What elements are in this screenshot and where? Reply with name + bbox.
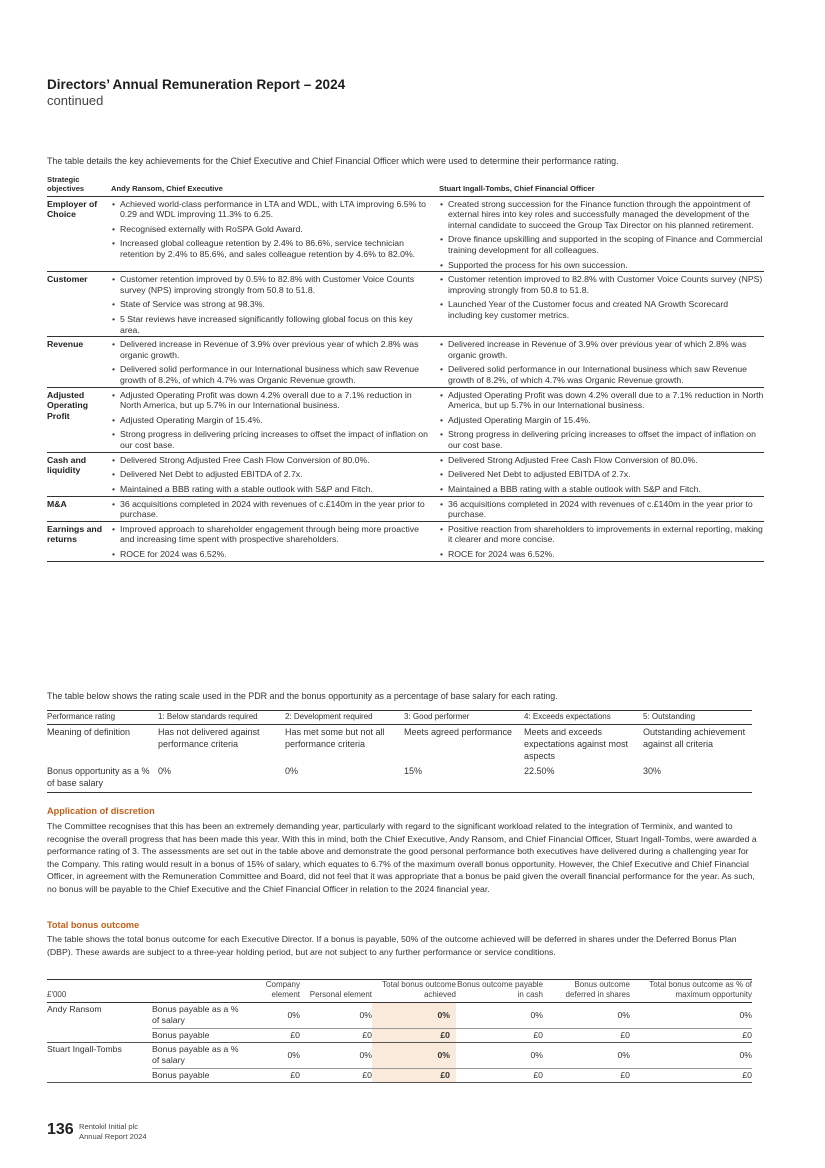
achievements-intro: The table details the key achievements for the Chief Executive and Chief Financial Officer which were used to determine their performance rating. — [47, 156, 619, 166]
cfo-achievements — [439, 452, 764, 496]
bonus-value-cell: 0% — [248, 1003, 300, 1029]
achievement-row — [47, 272, 764, 337]
achievement-row — [47, 196, 764, 272]
bonus-value-cell: £0 — [248, 1068, 300, 1082]
ceo-achievement-item: • Delivered Strong Adjusted Free Cash Flow Conversion of 80.0%. — [111, 455, 433, 466]
rating-meaning-cell: Meaning of definition — [47, 727, 131, 738]
ceo-achievements — [111, 496, 439, 521]
rating-header-cell: 5: Outstanding — [643, 711, 752, 725]
cfo-achievement-item: • Supported the process for his own succession. — [439, 260, 764, 271]
bonus-value-cell: 0% — [456, 1042, 543, 1068]
achievements-table — [47, 175, 764, 562]
rating-meaning-cell: Has not delivered against performance criteria — [158, 727, 260, 750]
cfo-achievements — [439, 521, 764, 561]
ceo-achievement-item: • Maintained a BBB rating with a stable outlook with S&P and Fitch. — [111, 484, 433, 495]
bonus-value-cell: 0% — [372, 1042, 456, 1068]
cfo-achievements — [439, 337, 764, 387]
cfo-achievement-item: • ROCE for 2024 was 6.52%. — [439, 549, 764, 560]
bonus-value-cell: 0% — [543, 1042, 630, 1068]
bonus-value-cell: £0 — [456, 1028, 543, 1042]
cfo-achievement-item: • Delivered solid performance in our International business which saw Revenue growth of 8.2%, of which 4.7% was Organic Revenue growth. — [439, 364, 764, 385]
achievement-row — [47, 387, 764, 452]
bonus-column-header: Company element — [248, 980, 300, 1003]
bonus-value-cell: £0 — [456, 1068, 543, 1082]
achievement-row — [47, 496, 764, 521]
bonus-value-cell: £0 — [372, 1028, 456, 1042]
cfo-achievement-item: • Strong progress in delivering pricing increases to offset the impact of inflation on our cost base. — [439, 429, 764, 450]
bonus-unit-header: £'000 — [47, 980, 152, 1003]
rating-bonus-cell: 0% — [158, 764, 285, 792]
ceo-achievement-item: • Strong progress in delivering pricing increases to offset the impact of inflation on our cost base. — [111, 429, 433, 450]
bonus-value-cell: 0% — [300, 1042, 372, 1068]
bonus-value-cell: £0 — [630, 1068, 752, 1082]
ceo-achievement-item: • 5 Star reviews have increased significantly following global focus on this key area. — [111, 314, 433, 335]
director-name: Stuart Ingall-Tombs — [47, 1042, 152, 1082]
ceo-achievement-item: • Delivered Net Debt to adjusted EBITDA of 2.7x. — [111, 469, 433, 480]
objective-label: Customer — [47, 274, 88, 285]
cfo-achievement-item: • Adjusted Operating Profit was down 4.2% overall due to a 7.1% reduction in North America, but up 5.7% in our International business. — [439, 390, 764, 411]
ceo-achievement-item: • Delivered solid performance in our International business which saw Revenue growth of 8.2%, of which 4.7% was Organic Revenue growth. — [111, 364, 433, 385]
bonus-value-cell: 0% — [248, 1042, 300, 1068]
rating-header-cell: Performance rating — [47, 711, 158, 725]
rating-bonus-cell: 30% — [643, 764, 752, 792]
rating-bonus-cell: 22.50% — [524, 764, 643, 792]
cfo-achievement-item: • Delivered Strong Adjusted Free Cash Flow Conversion of 80.0%. — [439, 455, 764, 466]
bonus-value-cell: 0% — [372, 1003, 456, 1029]
cfo-achievement-item: • Adjusted Operating Margin of 15.4%. — [439, 415, 764, 426]
cfo-achievements — [439, 496, 764, 521]
ceo-achievement-item: • Delivered increase in Revenue of 3.9% over previous year of which 2.8% was organic growth. — [111, 339, 433, 360]
cfo-achievements — [439, 272, 764, 337]
ceo-achievements — [111, 272, 439, 337]
bonus-value-cell: 0% — [300, 1003, 372, 1029]
ceo-achievement-item: • Achieved world-class performance in LTA and WDL, with LTA improving 6.5% to 0.29 and WDL improving 11.3% to 6.25. — [111, 199, 433, 220]
bonus-row — [47, 1042, 752, 1068]
rating-header-cell: 4: Exceeds expectations — [524, 711, 643, 725]
cfo-achievement-item: • Delivered Net Debt to adjusted EBITDA of 2.7x. — [439, 469, 764, 480]
footer-report: Annual Report 2024 — [79, 1131, 147, 1141]
ceo-achievement-item: • ROCE for 2024 was 6.52%. — [111, 549, 433, 560]
cfo-achievement-item: • Customer retention improved to 82.8% with Customer Voice Counts survey (NPS) improving strongly from 50.8 to 51.8. — [439, 274, 764, 295]
bonus-row-label: Bonus payable as a % of salary — [152, 1003, 248, 1029]
bonus-column-header: Personal element — [300, 980, 372, 1003]
rating-table — [47, 710, 752, 793]
rating-bonus-cell: 15% — [404, 764, 524, 792]
rating-meaning-cell: Has met some but not all performance criteria — [285, 727, 385, 750]
ceo-achievements — [111, 387, 439, 452]
rating-bonus-cell: Bonus opportunity as a % of base salary — [47, 764, 158, 792]
objective-label: Adjusted Operating Profit — [47, 389, 89, 421]
ceo-achievement-item: • Increased global colleague retention by 2.4% to 86.6%, service technician retention by 2.4% to 85.6%, and sales colleague retention by 4.6% to 82.0%. — [111, 238, 433, 259]
bonus-value-cell: £0 — [543, 1028, 630, 1042]
bonus-value-cell: 0% — [630, 1042, 752, 1068]
page-subtitle: continued — [47, 93, 104, 108]
col-ceo-header: Andy Ransom, Chief Executive — [111, 184, 223, 194]
footer — [79, 1122, 147, 1142]
cfo-achievement-item: • Created strong succession for the Finance function through the appointment of external hires into key roles and successfully managed the development of the internal candidate to succeed the Group Tax Director on his planned retirement. — [439, 199, 764, 231]
ceo-achievement-item: • Adjusted Operating Profit was down 4.2% overall due to a 7.1% reduction in North America, but up 5.7% in our International business. — [111, 390, 433, 411]
director-name: Andy Ransom — [47, 1003, 152, 1043]
bonus-row — [47, 1003, 752, 1029]
col-cfo-header: Stuart Ingall-Tombs, Chief Financial Officer — [439, 184, 595, 194]
cfo-achievement-item: • Maintained a BBB rating with a stable outlook with S&P and Fitch. — [439, 484, 764, 495]
bonus-value-cell: £0 — [543, 1068, 630, 1082]
footer-company: Rentokil Initial plc — [79, 1122, 139, 1131]
ceo-achievement-item: • State of Service was strong at 98.3%. — [111, 299, 433, 310]
bonus-row — [47, 1068, 752, 1082]
objective-label: Revenue — [47, 339, 84, 350]
objective-label: Employer of Choice — [47, 198, 98, 220]
objective-label: M&A — [47, 498, 67, 509]
cfo-achievement-item: • Delivered increase in Revenue of 3.9% over previous year of which 2.8% was organic growth. — [439, 339, 764, 360]
ceo-achievement-item: • 36 acquisitions completed in 2024 with revenues of c.£140m in the year prior to purchase. — [111, 499, 433, 520]
bonus-value-cell: 0% — [456, 1003, 543, 1029]
bonus-value-cell: 0% — [543, 1003, 630, 1029]
ceo-achievements — [111, 521, 439, 561]
col-objectives-header: Strategic objectives — [47, 175, 85, 194]
discretion-text: The Committee recognises that this has been an extremely demanding year, particularly with regard to the significant workload related to the integration of Terminix, and wanted to recognise the overall progress that has been made this year. With this in mind, both the Chief Executive, Andy Ransom, and Chief Financial Officer, Stuart Ingall-Tombs, were awarded a performance rating of 3. The assessments are set out in the table above and demonstrate the good personal performance both executives have delivered during a challenging year for the Company. This rating would result in a bonus of 15% of salary, which equates to 6.7% of the maximum overall bonus opportunity. However, the Chief Executive and Chief Financial Officer, in agreement with the Remuneration Committee and Board, did not feel that it was appropriate that a bonus be paid given the overall financial performance for the year. As such, no bonus will be payable to the Chief Executive and the Chief Financial Officer in relation to the 2024 financial year. — [47, 821, 757, 894]
ceo-achievements — [111, 196, 439, 272]
bonus-column-header: Total bonus outcome achieved — [372, 980, 456, 1003]
bonus-column-header: Bonus outcome deferred in shares — [543, 980, 630, 1003]
rating-intro: The table below shows the rating scale used in the PDR and the bonus opportunity as a percentage of base salary for each rating. — [47, 691, 558, 701]
achievement-row — [47, 452, 764, 496]
bonus-value-cell: £0 — [630, 1028, 752, 1042]
bonus-value-cell: £0 — [300, 1028, 372, 1042]
cfo-achievement-item: • 36 acquisitions completed in 2024 with revenues of c.£140m in the year prior to purchase. — [439, 499, 764, 520]
page-number: 136 — [47, 1121, 74, 1138]
rating-bonus-cell: 0% — [285, 764, 404, 792]
bonus-column-header: Total bonus outcome as % of maximum opportunity — [630, 980, 752, 1003]
rating-meaning-cell: Meets agreed performance — [404, 727, 513, 738]
ceo-achievements — [111, 337, 439, 387]
bonus-column-header: Bonus outcome payable in cash — [456, 980, 543, 1003]
rating-meaning-cell: Meets and exceeds expectations against most aspects — [524, 727, 629, 761]
bonus-value-cell: £0 — [248, 1028, 300, 1042]
bonus-row-label: Bonus payable — [152, 1068, 248, 1082]
bonus-value-cell: £0 — [300, 1068, 372, 1082]
objective-label: Earnings and returns — [47, 523, 103, 545]
achievement-row — [47, 337, 764, 387]
total-bonus-text: The table shows the total bonus outcome for each Executive Director. If a bonus is payable, 50% of the outcome achieved will be deferred in shares under the Deferred Bonus Plan (DBP). These awards are subject to a three-year holding period, but are not subject to any further performance or service conditions. — [47, 934, 737, 957]
cfo-achievement-item: • Drove finance upskilling and supported in the scoping of Finance and Commercial training development for all colleagues. — [439, 234, 764, 255]
total-bonus-heading: Total bonus outcome — [47, 920, 140, 930]
bonus-row-label: Bonus payable as a % of salary — [152, 1042, 248, 1068]
cfo-achievements — [439, 196, 764, 272]
bonus-row-label: Bonus payable — [152, 1028, 248, 1042]
cfo-achievement-item: • Launched Year of the Customer focus and created NA Growth Scorecard including key customer metrics. — [439, 299, 764, 320]
ceo-achievements — [111, 452, 439, 496]
rating-header-cell: 3: Good performer — [404, 711, 524, 725]
cfo-achievements — [439, 387, 764, 452]
ceo-achievement-item: • Improved approach to shareholder engagement through being more proactive and increasing time spent with prospective shareholders. — [111, 524, 433, 545]
rating-header-cell: 1: Below standards required — [158, 711, 285, 725]
page-title: Directors’ Annual Remuneration Report – 2024 — [47, 77, 346, 92]
bonus-value-cell: £0 — [372, 1068, 456, 1082]
objective-label: Cash and liquidity — [47, 454, 87, 476]
bonus-blank-header — [152, 980, 248, 1003]
rating-meaning-cell: Outstanding achievement against all criteria — [643, 727, 746, 750]
bonus-row — [47, 1028, 752, 1042]
rating-header-cell: 2: Development required — [285, 711, 404, 725]
ceo-achievement-item: • Recognised externally with RoSPA Gold Award. — [111, 224, 433, 235]
bonus-value-cell: 0% — [630, 1003, 752, 1029]
bonus-table — [47, 979, 752, 1083]
discretion-heading: Application of discretion — [47, 806, 155, 816]
achievement-row — [47, 521, 764, 561]
ceo-achievement-item: • Adjusted Operating Margin of 15.4%. — [111, 415, 433, 426]
ceo-achievement-item: • Customer retention improved by 0.5% to 82.8% with Customer Voice Counts survey (NPS) improving strongly from 50.8 to 51.8. — [111, 274, 433, 295]
cfo-achievement-item: • Positive reaction from shareholders to improvements in external reporting, making it clearer and more concise. — [439, 524, 764, 545]
